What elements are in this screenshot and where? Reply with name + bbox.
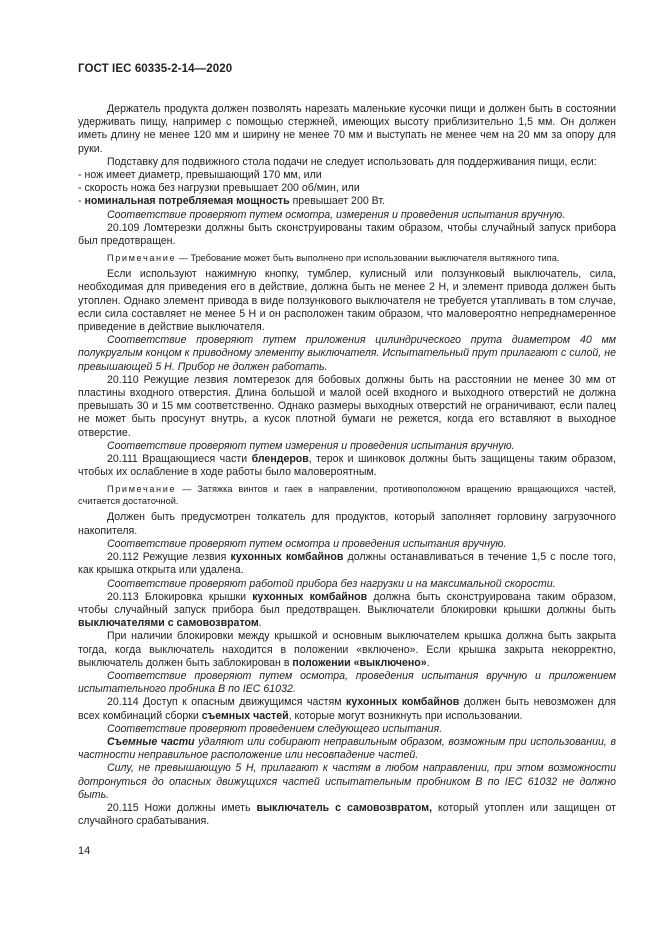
text-run: Примечание: [107, 484, 177, 495]
text-run: - скорость ножа без нагрузки превышает 200 об/мин, или: [78, 182, 360, 195]
text-run: съемных частей: [201, 709, 289, 722]
text-run: выключатель с самовозвратом,: [256, 801, 433, 814]
text-run: Силу, не превышающую 5 Н, прилагают к частям в любом направлении, при этом возможности дотронуться до опасных движущихся частей испытательным пробником B по IEC 61032 не должно быть.: [78, 762, 616, 801]
text-run: 20.114 Доступ к опасным движущимся частям: [107, 696, 347, 709]
body-paragraph: [78, 334, 616, 374]
text-run: - нож имеет диаметр, превышающий 170 мм, или: [78, 169, 322, 182]
body-paragraph: [78, 268, 616, 334]
text-run: номинальная потребляемая мощность: [84, 195, 290, 208]
text-run: 20.109 Ломтерезки должны быть сконструированы таким образом, чтобы случайный запуск прибора был предотвращен.: [78, 221, 616, 248]
text-run: 20.115 Ножи должны иметь: [107, 801, 257, 814]
body-paragraph: [78, 103, 616, 156]
text-run: удаляют или собирают неправильным образом, возможным при использовании, в частности неправильное расположение или несовпадение частей.: [78, 735, 616, 762]
text-run: блендеров: [251, 453, 309, 466]
text-run: Подставку для подвижного стола подачи не следует использовать для поддерживания пищи, если:: [107, 155, 597, 168]
body-paragraph: [78, 453, 616, 479]
body-paragraph: [78, 630, 616, 670]
text-run: который утоплен или защищен от случайного срабатывания.: [78, 801, 616, 828]
text-run: Соответствие проверяют путем измерения и проведения испытания вручную.: [107, 439, 515, 452]
page-number: 14: [78, 845, 91, 857]
document-header: ГОСТ IEC 60335-2-14—2020: [78, 63, 233, 75]
body-paragraph: [78, 670, 616, 696]
body-paragraph: [78, 762, 616, 802]
body-paragraph: [78, 578, 616, 591]
text-run: , терок и шинковок должны быть защищены таким образом, чтобых их ослабление в ходе работы было маловероятным.: [78, 453, 616, 479]
text-run: Соответствие проверяют проведением следующего испытания.: [107, 722, 443, 735]
body-paragraph: [78, 538, 616, 551]
text-run: Соответствие проверяют путем осмотра, проведения испытания вручную и приложением испытательного пробника B по IEC 61032.: [78, 669, 616, 696]
body-paragraph: [78, 440, 616, 453]
text-run: — Требование может быть выполнено при использовании выключателя вытяжного типа.: [176, 253, 560, 264]
text-run: кухонных комбайнов: [346, 696, 460, 709]
text-run: При наличии блокировки между крышкой и основным выключателем крышка должна быть закрыта тогда, когда выключатель находится в положении «включено». Если крышка закрыта некорректно, выключатель должен быть заблокирован в: [78, 630, 616, 669]
body-paragraph: [78, 736, 616, 762]
text-run: , которые могут возникнуть при использовании.: [288, 709, 523, 722]
text-run: — Затяжка винтов и гаек в направлении, противоположном вращению вращающихся частей, считается достаточной.: [78, 484, 616, 507]
body-paragraph: [78, 374, 616, 440]
text-run: 20.113 Блокировка крышки: [107, 590, 253, 603]
body-paragraph: [78, 511, 616, 537]
text-run: .: [258, 617, 262, 630]
text-run: Держатель продукта должен позволять нарезать маленькие кусочки пищи и должен быть в состоянии удерживать пищу, например с помощью стержней, имеющих высоту приблизительно 1,5 мм. Он должен иметь длину не менее 120 мм и ширину не менее 70 мм и выступать не менее чем на 20 мм за опору для руки.: [78, 103, 616, 155]
text-run: -: [78, 195, 85, 208]
note-paragraph: [78, 252, 616, 264]
text-run: Съемные части: [107, 735, 195, 748]
text-run: кухонных комбайнов: [230, 551, 344, 564]
body-paragraph: [78, 156, 616, 169]
text-run: Соответствие проверяют работой прибора без нагрузки и на максимальной скорости.: [107, 577, 556, 590]
text-run: 20.112 Режущие лезвия: [107, 551, 231, 564]
body-paragraph: [78, 169, 616, 182]
body-paragraph: [78, 195, 616, 208]
text-run: кухонных комбайнов: [252, 590, 368, 603]
text-run: положении «выключено»: [292, 656, 427, 669]
body-paragraph: [78, 551, 616, 577]
text-run: Соответствие проверяют путем приложения цилиндрического прута диаметром 40 мм полукруглым концом к приводному элементу выключателя. Испытательный прут прилагают с силой, не превышающей 5 Н. Прибор не должен работать.: [78, 334, 616, 373]
document-body: [78, 103, 616, 828]
body-paragraph: [78, 209, 616, 222]
body-paragraph: [78, 182, 616, 195]
note-paragraph: [78, 483, 616, 507]
body-paragraph: [78, 591, 616, 631]
text-run: должен быть невозможен для всех комбинаций сборки: [78, 696, 616, 722]
text-run: 20.111 Вращающиеся части: [107, 453, 252, 466]
text-run: должны останавливаться в течение 1,5 с после того, как крышка открыта или удалена.: [78, 551, 617, 577]
text-run: превышает 200 Вт.: [289, 195, 386, 208]
text-run: выключателями с самовозвратом: [78, 617, 259, 630]
text-run: Если используют нажимную кнопку, тумблер, кулисный или ползунковый выключатель, сила, необходимая для приведения его в действие, должна быть не менее 2 Н, и элемент привода должен быть утоплен. Однако элемент привода в виде ползункового выключателя не требуется утапливать в том случае, если сила составляет не менее 5 Н и он расположен таким образом, что маловероятно непреднамеренное приведение в действие выключателя.: [78, 268, 616, 334]
body-paragraph: [78, 802, 616, 828]
body-paragraph: [78, 696, 616, 722]
text-run: Должен быть предусмотрен толкатель для продуктов, который заполняет горловину загрузочного накопителя.: [78, 511, 616, 537]
body-paragraph: [78, 723, 616, 736]
text-run: .: [426, 656, 430, 669]
body-paragraph: [78, 222, 616, 248]
text-run: Соответствие проверяют путем осмотра, измерения и проведения испытания вручную.: [107, 208, 566, 221]
text-run: Примечание: [107, 253, 177, 264]
text-run: Соответствие проверяют путем осмотра и проведения испытания вручную.: [107, 537, 507, 550]
text-run: 20.110 Режущие лезвия ломтерезок для бобовых должны быть на расстоянии не менее 30 мм от пластины входного отверстия. Длина большой и малой осей входного и выходного отверстий не должна превышать 30 и 15 мм соответственно. Однако размеры выходных отверстий не ограничивают, если палец не может быть просунут внутрь, а кусок плотной бумаги не режется, когда его вставляют в выходное отверстие.: [78, 373, 616, 439]
text-run: должна быть сконструирована таким образом, чтобы случайный запуск прибора был предотвращен. Выключатели блокировки крышки должны быть: [78, 590, 617, 616]
